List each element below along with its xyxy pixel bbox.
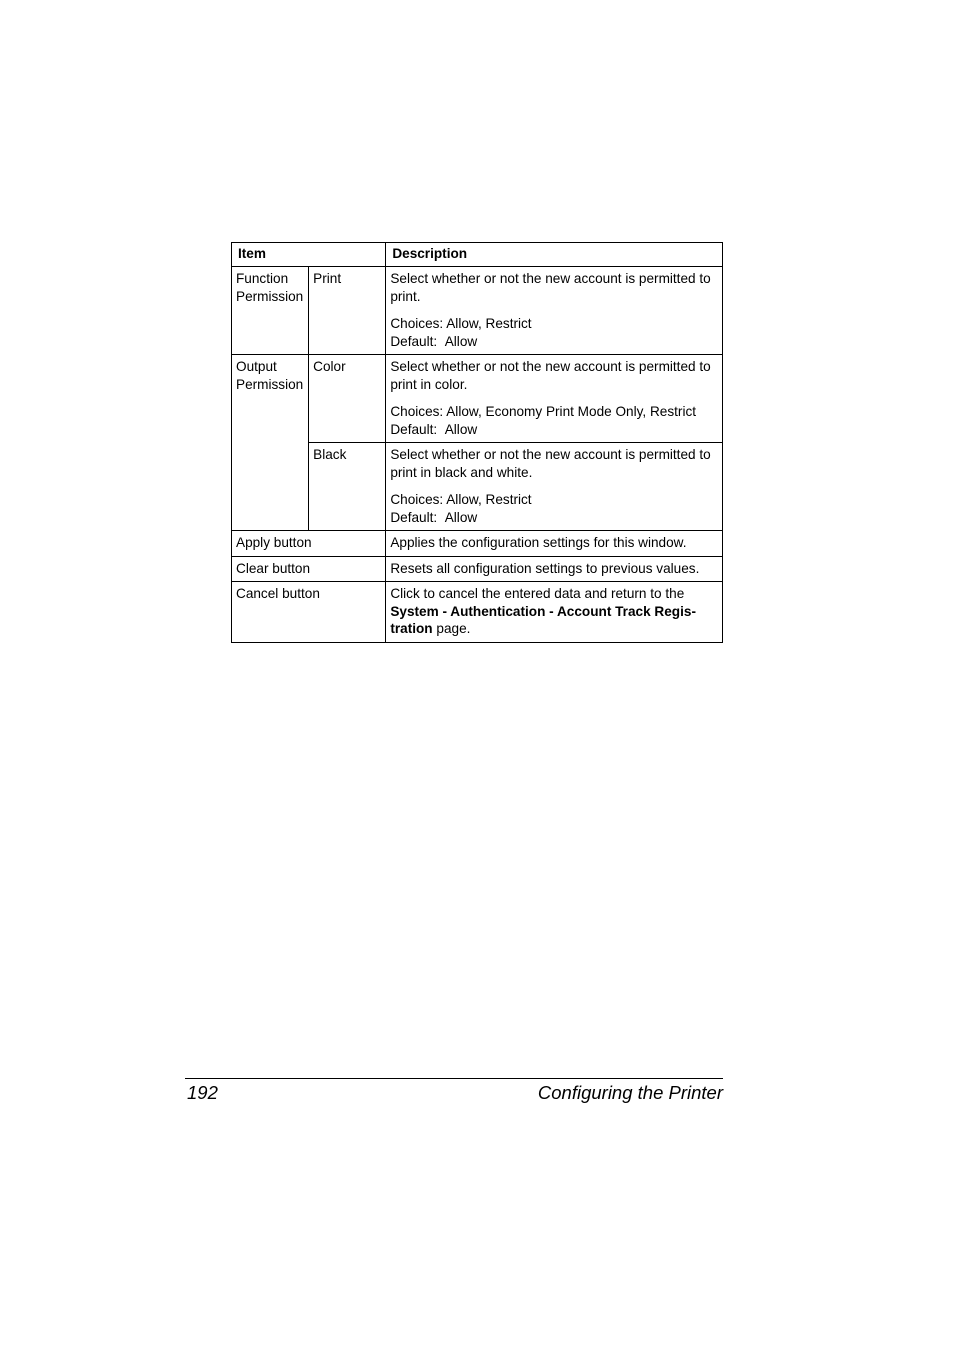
table-row bbox=[232, 531, 723, 557]
row-desc-color bbox=[386, 355, 723, 443]
header-description: Description bbox=[386, 243, 723, 267]
table-row bbox=[232, 556, 723, 582]
default-text: Default: Allow bbox=[390, 333, 478, 349]
desc-text: Select whether or not the new account is permitted to print in color. bbox=[390, 359, 711, 392]
page-path-text: System - Authentication - Account Track Regis-tration bbox=[390, 603, 696, 636]
table-row bbox=[232, 355, 723, 443]
table-header-row bbox=[232, 243, 723, 267]
row-sub-print: Print bbox=[309, 267, 386, 355]
row-group-function-permission: Function Permission bbox=[232, 267, 309, 355]
default-text: Default: Allow bbox=[390, 421, 478, 437]
row-desc-black bbox=[386, 443, 723, 531]
row-desc-print bbox=[386, 267, 723, 355]
choices-text: Choices: Allow, Restrict bbox=[390, 316, 532, 331]
row-item-cancel-button: Cancel button bbox=[232, 582, 386, 643]
table-row bbox=[232, 267, 723, 355]
desc-text: Select whether or not the new account is permitted to print. bbox=[390, 271, 711, 304]
table-row bbox=[232, 582, 723, 643]
default-text: Default: Allow bbox=[390, 509, 478, 525]
row-desc-apply: Applies the configuration settings for this window. bbox=[386, 531, 723, 557]
row-sub-black: Black bbox=[309, 443, 386, 531]
desc-text-pre: Click to cancel the entered data and return to the bbox=[390, 586, 685, 601]
desc-text-post: page. bbox=[432, 621, 471, 636]
choices-text: Choices: Allow, Restrict bbox=[390, 492, 532, 507]
row-sub-color: Color bbox=[309, 355, 386, 443]
page-number: 192 bbox=[187, 1082, 218, 1103]
row-group-output-permission: Output Permission bbox=[232, 355, 309, 531]
section-title: Configuring the Printer bbox=[537, 1082, 723, 1103]
row-desc-clear: Resets all configuration settings to previous values. bbox=[386, 556, 723, 582]
footer-divider bbox=[185, 1078, 723, 1079]
header-item: Item bbox=[232, 243, 386, 267]
row-item-apply-button: Apply button bbox=[232, 531, 386, 557]
choices-text: Choices: Allow, Economy Print Mode Only, Restrict bbox=[390, 404, 697, 419]
row-item-clear-button: Clear button bbox=[232, 556, 386, 582]
row-desc-cancel bbox=[386, 582, 723, 643]
settings-table bbox=[231, 242, 723, 643]
desc-text: Select whether or not the new account is permitted to print in black and white. bbox=[390, 447, 711, 480]
